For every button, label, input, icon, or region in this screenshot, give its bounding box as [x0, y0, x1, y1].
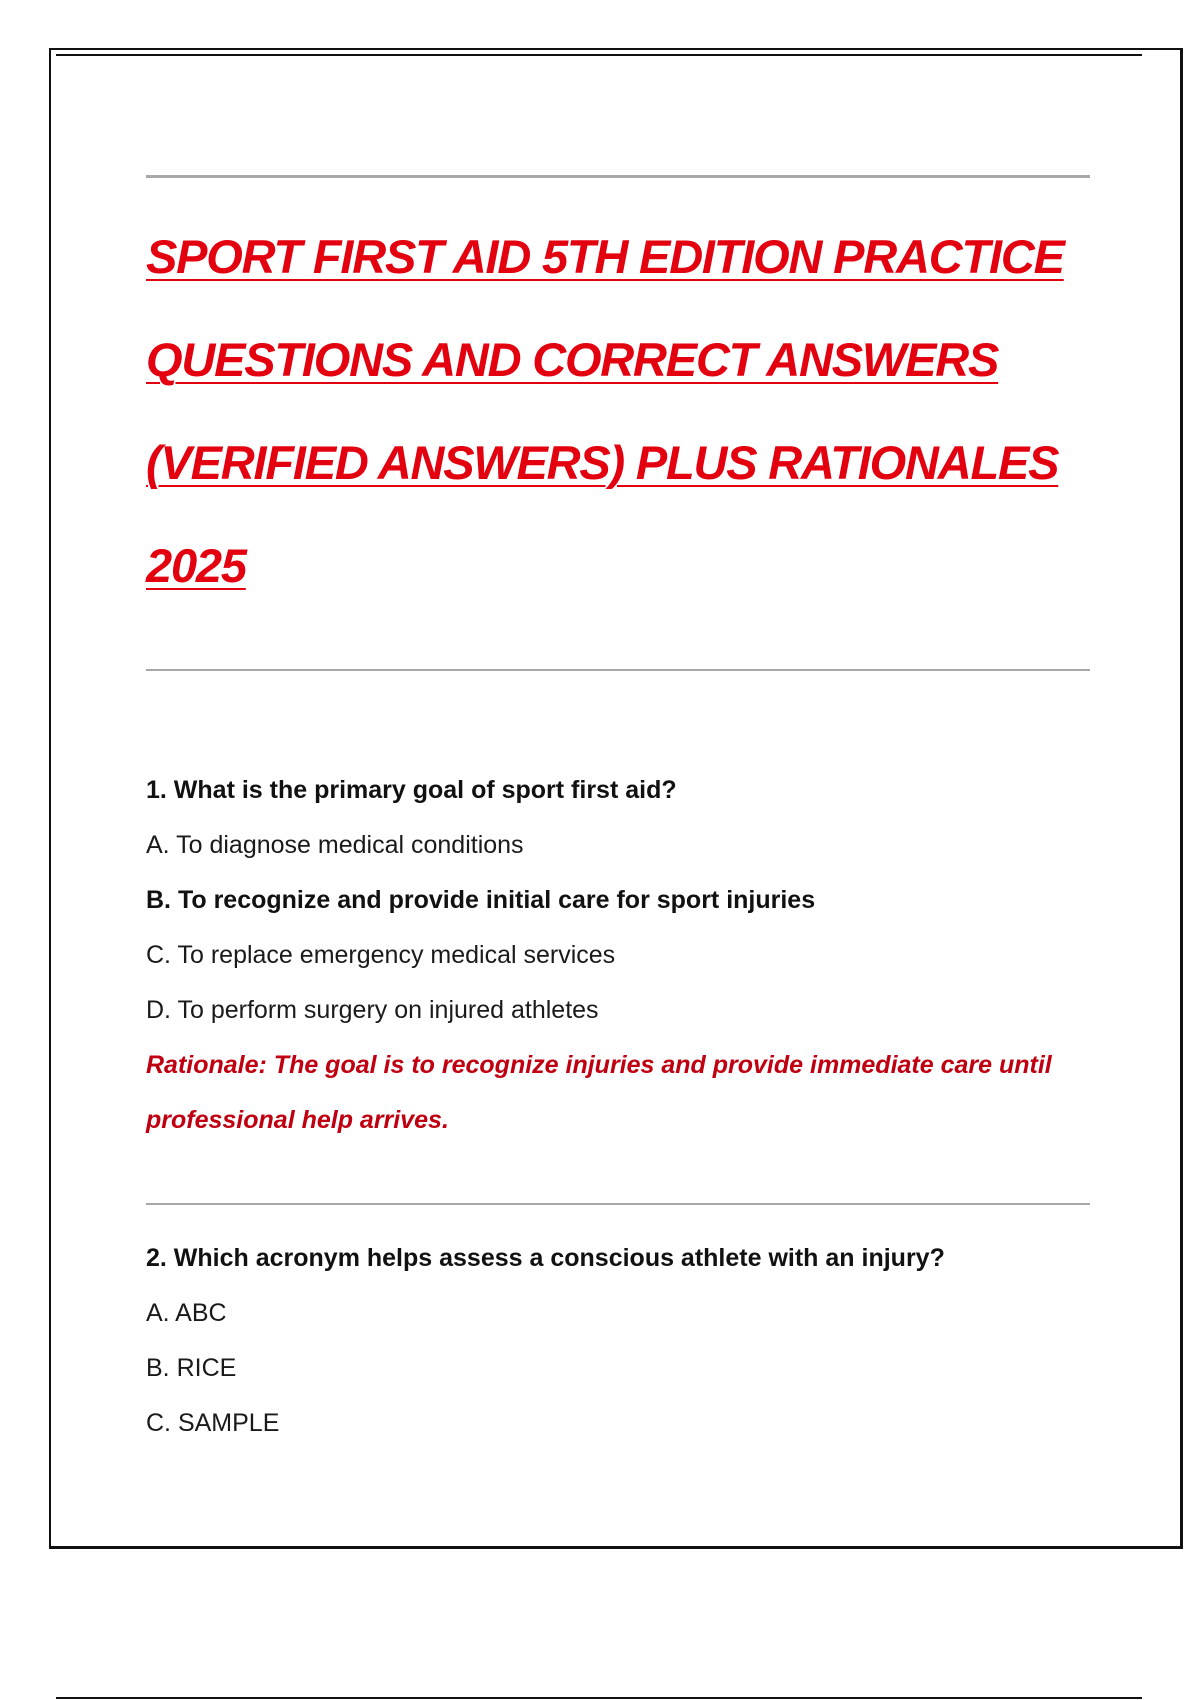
option-b-correct: B. To recognize and provide initial care for sport injuries	[146, 886, 816, 914]
title-line-2: QUESTIONS AND CORRECT ANSWERS	[146, 333, 999, 386]
title-top-divider	[146, 175, 1090, 178]
question-2	[146, 1238, 1096, 1458]
title-line-1: SPORT FIRST AID 5TH EDITION PRACTICE	[146, 230, 1064, 283]
rationale-text: Rationale: The goal is to recognize injuries and provide immediate care until professional help arrives.	[146, 1051, 1052, 1134]
option-a: A. To diagnose medical conditions	[146, 831, 524, 859]
option-c: C. SAMPLE	[146, 1409, 280, 1437]
question-text: 2. Which acronym helps assess a conscious athlete with an injury?	[146, 1244, 945, 1272]
option-b: B. RICE	[146, 1354, 237, 1382]
document-title	[146, 205, 1096, 617]
option-a: A. ABC	[146, 1299, 227, 1327]
option-c: C. To replace emergency medical services	[146, 941, 616, 969]
question-1	[146, 770, 1096, 1148]
question-divider	[146, 1203, 1090, 1205]
option-d: D. To perform surgery on injured athletes	[146, 996, 599, 1024]
title-line-3: (VERIFIED ANSWERS) PLUS RATIONALES	[146, 436, 1059, 489]
question-text: 1. What is the primary goal of sport first aid?	[146, 776, 677, 804]
title-bottom-divider	[146, 669, 1090, 671]
next-page-top-rule	[56, 1697, 1142, 1699]
title-line-4: 2025	[146, 539, 246, 592]
